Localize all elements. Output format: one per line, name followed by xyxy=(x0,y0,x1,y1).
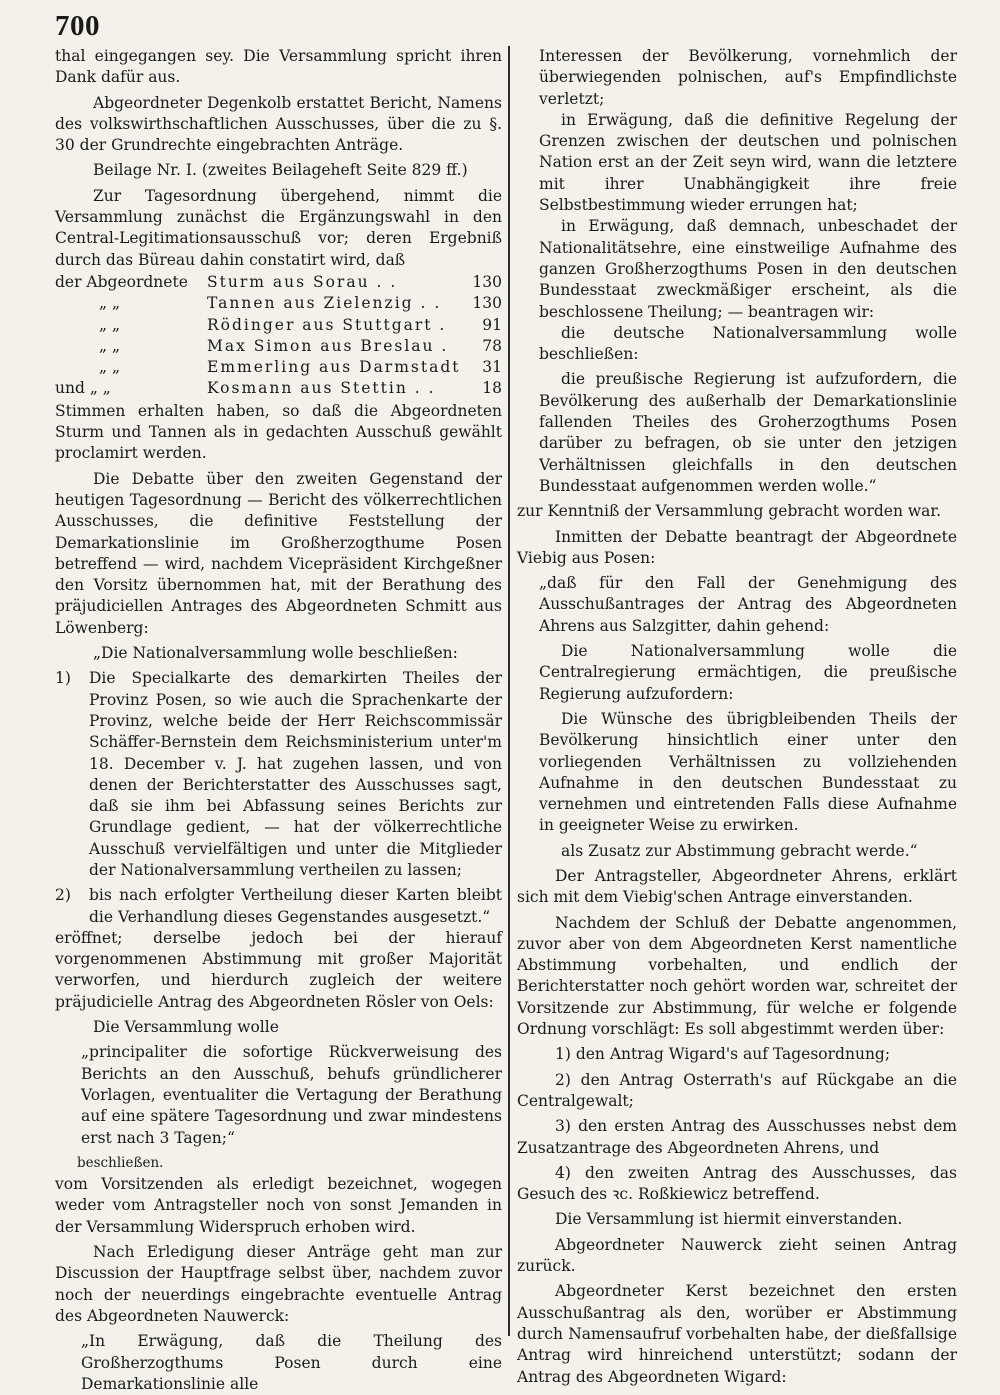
vote-count: 130 xyxy=(472,294,502,313)
vote-prefix: und „ „ xyxy=(55,379,111,398)
vote-prefix: „ „ xyxy=(99,294,120,313)
vote-row xyxy=(55,272,502,293)
vote-prefix: „ „ xyxy=(99,358,120,377)
quote-opening: „Die Nationalversammlung wolle beschließen: xyxy=(93,644,458,663)
paragraph: Die Versammlung ist hiermit einverstanden. xyxy=(555,1210,903,1229)
vote-name: Kosmann aus Stettin . . xyxy=(207,379,436,398)
right-column xyxy=(517,46,957,1388)
quote-block: „In Erwägung, daß die Theilung des Großherzogthums Posen durch eine Demarkationslinie alle xyxy=(81,1332,502,1393)
vote-name: Tannen aus Zielenzig . . xyxy=(207,294,442,313)
vote-count: 78 xyxy=(482,336,502,355)
vote-row xyxy=(55,336,502,357)
paragraph: Abgeordneter Degenkolb erstattet Bericht, Namens des volkswirthschaftlichen Ausschusses, über die zu §. 30 der Grundrechte eingebrachten Anträge. xyxy=(55,93,502,155)
vote-count: 130 xyxy=(472,272,502,291)
quote-block: Die Nationalversammlung wolle die Centralregierung ermächtigen, die preußische Regierung aufzufordern: xyxy=(539,642,957,703)
quote-block: „daß für den Fall der Genehmigung des Ausschußantrages der Antrag des Abgeordneten Ahrens aus Salzgitter, dahin gehend: xyxy=(539,574,957,635)
page-number: 700 xyxy=(55,10,100,42)
vote-count: 91 xyxy=(482,315,502,334)
vote-name: Rödinger aus Stuttgart . xyxy=(207,315,447,334)
vote-prefix: der Abgeordnete xyxy=(55,272,188,291)
list-item: 3) den ersten Antrag des Ausschusses nebst dem Zusatzantrage des Abgeordneten Ahrens, und xyxy=(517,1117,957,1157)
list-text: Die Specialkarte des demarkirten Theiles der Provinz Posen, so wie auch die Sprachenkarte der Provinz, welche beide der Herr Reichscommissär Schäffer-Bernstein dem Reichsministerium unter'm 18. December v. J. hat zugehen lassen, und von denen der Berichterstatter des Ausschusses sagt, daß sie ihm bei Abfassung seines Berichts zur Grundlage gedient, — hat der völkerrechtliche Ausschuß vervielfältigen und unter die Mitglieder der Nationalversammlung vertheilen zu lassen; xyxy=(89,669,502,879)
vote-count: 18 xyxy=(482,379,502,398)
vote-name: Max Simon aus Breslau . xyxy=(207,336,449,355)
vote-prefix: „ „ xyxy=(99,336,120,355)
quote-continuation: Interessen der Bevölkerung, vornehmlich der überwiegenden polnischen, auf's Empfindlichste verletzt; xyxy=(539,47,957,108)
vote-prefix: „ „ xyxy=(99,315,120,334)
list-item: 4) den zweiten Antrag des Ausschusses, das Gesuch des ꝛc. Roßkiewicz betreffend. xyxy=(517,1163,957,1204)
vote-count: 31 xyxy=(482,358,502,377)
paragraph: Beilage Nr. I. (zweites Beilageheft Seite 829 ff.) xyxy=(93,161,468,180)
paragraph: Inmitten der Debatte beantragt der Abgeordnete Viebig aus Posen: xyxy=(517,527,957,567)
paragraph: Abgeordneter Kerst bezeichnet den ersten Ausschußantrag als den, worüber er Abstimmung durch Namensaufruf vorbehalten habe, der dießfallsige Antrag wird hinreichend unterstützt; sodann der Antrag des Abgeordneten Wigard: xyxy=(517,1282,957,1386)
vote-name: Emmerling aus Darmstadt xyxy=(207,358,461,377)
paragraph: Stimmen erhalten haben, so daß die Abgeordneten Sturm und Tannen als in gedachten Ausschuß gewählt proclamirt werden. xyxy=(55,401,502,463)
quote-block: die preußische Regierung ist aufzufordern, die Bevölkerung des außerhalb der Demarkationslinie fallenden Theiles des Groherzogthums Posen darüber zu befragen, ob sie unter den jetzigen Verhältnissen gleichfalls in den deutschen Bundesstaat aufgenommen werden wolle.“ xyxy=(539,370,957,495)
paragraph: Zur Tagesordnung übergehend, nimmt die Versammlung zunächst die Ergänzungswahl in den Central-Legitimationsausschuß vor; deren Ergebniß durch das Büreau dahin constatirt wird, daß xyxy=(55,186,502,269)
paragraph: beschließen. xyxy=(77,1154,164,1171)
vote-row xyxy=(55,357,502,378)
quote-block: die deutsche Nationalversammlung wolle beschließen: xyxy=(539,323,957,364)
paragraph: Der Antragsteller, Abgeordneter Ahrens, erklärt sich mit dem Viebig'schen Antrage einverstanden. xyxy=(517,866,957,907)
paragraph: Die Versammlung wolle xyxy=(93,1018,279,1037)
quote-block: in Erwägung, daß demnach, unbeschadet der Nationalitätsehre, eine einstweilige Aufnahme des ganzen Großherzogthums Posen in den deutschen Bundesstaat zweckmäßiger erscheint, als die beschlossene Theilung; — beantragen wir: xyxy=(539,217,957,321)
vote-name: Sturm aus Sorau . . xyxy=(207,272,398,291)
quote-block: als Zusatz zur Abstimmung gebracht werde.“ xyxy=(561,841,918,860)
quote-block: Die Wünsche des übrigbleibenden Theils der Bevölkerung hinsichtlich einer unter den vorliegenden Verhältnissen zu vollziehenden Aufnahme in den deutschen Bundesstaat zu vernehmen und eintretenden Falls diese Aufnahme in geeigneter Weise zu erwirken. xyxy=(539,709,957,835)
vote-row xyxy=(55,315,502,336)
list-item: 1) den Antrag Wigard's auf Tagesordnung; xyxy=(555,1045,891,1064)
paragraph: vom Vorsitzenden als erledigt bezeichnet, wogegen weder vom Antragsteller noch von sonst Jemanden in der Versammlung Widerspruch erhoben wird. xyxy=(55,1175,502,1236)
column-divider xyxy=(508,46,510,1336)
paragraph: Nachdem der Schluß der Debatte angenommen, zuvor aber von dem Abgeordneten Kerst namentliche Abstimmung vorbehalten, und endlich der Berichterstatter noch gehört worden war, schreitet der Vorsitzende zur Abstimmung, für welche er folgende Ordnung vorschlägt: Es soll abgestimmt werden über: xyxy=(517,913,957,1039)
paragraph: Die Debatte über den zweiten Gegenstand der heutigen Tagesordnung — Bericht des völkerrechtlichen Ausschusses, die definitive Feststellung der Demarkationslinie im Großherzogthume Posen betreffend — wird, nachdem Vicepräsident Kirchgeßner den Vorsitz übernommen hat, mit der Berathung des präjudiciellen Antrages des Abgeordneten Schmitt aus Löwenberg: xyxy=(55,469,502,637)
list-item: 2) den Antrag Osterrath's auf Rückgabe an die Centralgewalt; xyxy=(517,1070,957,1110)
list-number: 1) xyxy=(55,669,71,688)
left-column xyxy=(55,46,502,1395)
paragraph: zur Kenntniß der Versammlung gebracht worden war. xyxy=(517,502,942,521)
list-number: 2) xyxy=(55,886,71,905)
paragraph: Abgeordneter Nauwerck zieht seinen Antrag zurück. xyxy=(517,1235,957,1276)
list-text: bis nach erfolgter Vertheilung dieser Karten bleibt die Verhandlung dieses Gegenstandes ausgesetzt.“ xyxy=(89,886,502,926)
list-item xyxy=(55,885,502,928)
vote-row xyxy=(55,293,502,314)
quote-block: in Erwägung, daß die definitive Regelung der Grenzen zwischen der deutschen und polnischen Nation erst an der Zeit seyn wird, wann die letztere mit ihrer Unabhängigkeit ihre freie Selbstbestimmung wieder errungen hat; xyxy=(539,110,957,215)
paragraph: thal eingegangen sey. Die Versammlung spricht ihren Dank dafür aus. xyxy=(55,47,502,87)
vote-row xyxy=(55,378,502,399)
paragraph: Nach Erledigung dieser Anträge geht man zur Discussion der Hauptfrage selbst über, nachdem zuvor noch der neuerdings eingebrachte eventuelle Antrag des Abgeordneten Nauwerck: xyxy=(55,1243,502,1325)
vote-results-table xyxy=(55,272,502,400)
list-item xyxy=(55,668,502,881)
quote-block: „principaliter die sofortige Rückverweisung des Berichts an den Ausschuß, behufs gründlicherer Vorlagen, eventualiter die Vertagung der Berathung auf eine spätere Tagesordnung und zwar mindestens erst nach 3 Tagen;“ xyxy=(81,1043,502,1147)
paragraph: eröffnet; derselbe jedoch bei der hierauf vorgenommenen Abstimmung mit großer Majorität verworfen, und hierdurch zugleich der weitere präjudicielle Antrag des Abgeordneten Rösler von Oels: xyxy=(55,928,502,1011)
